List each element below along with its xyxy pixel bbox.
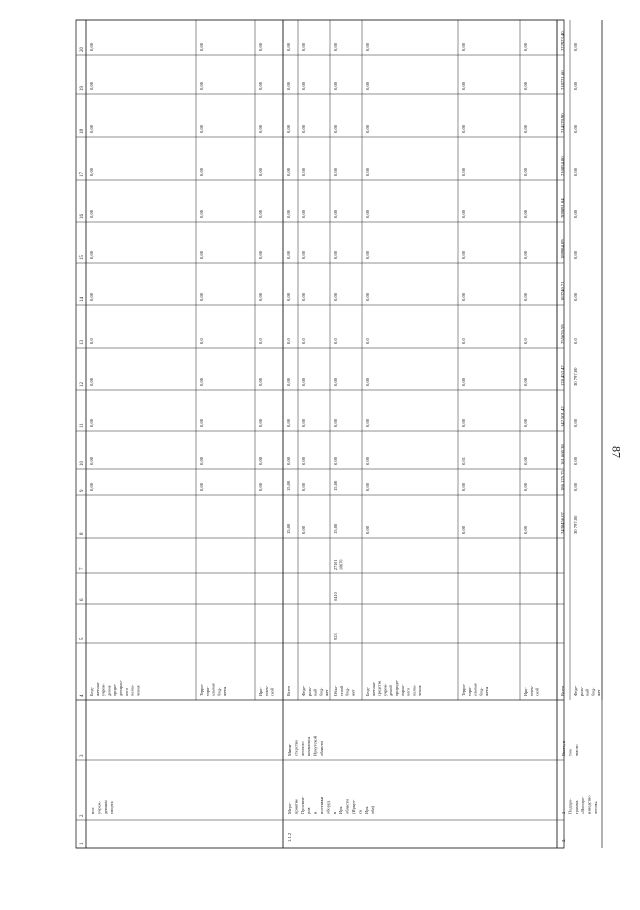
section-title: ров [306, 807, 312, 814]
column-number: 5 [80, 637, 85, 640]
page-number: 87 [609, 446, 624, 458]
amount-cell: 0,00 [286, 81, 291, 90]
funding-source: альные [210, 683, 216, 696]
section-title: изводство [586, 795, 592, 814]
amount-cell: 214179,90 [560, 113, 565, 133]
funding-source: дения [106, 685, 112, 696]
amount-cell: 0,00 [333, 42, 338, 51]
amount-cell: 0,00 [286, 377, 291, 386]
amount-cell: 0,00 [301, 456, 306, 465]
funding-source: охран- [399, 684, 405, 696]
section-title: Меро- [287, 802, 292, 814]
amount-cell: 0,00 [301, 42, 306, 51]
amount-cell: 15,00 [333, 523, 338, 534]
funding-source: Феде- [301, 685, 306, 696]
amount-cell: 0,00 [573, 418, 578, 427]
section-executor: Иркутской [312, 735, 318, 756]
amount-cell: 0,00 [573, 250, 578, 259]
amount-cell: 0,0 [286, 338, 291, 344]
amount-cell: 0,0 [333, 338, 338, 344]
amount-cell: 0,00 [333, 81, 338, 90]
amount-cell: 0,00 [523, 418, 528, 427]
amount-cell: 0,00 [461, 418, 466, 427]
kbk-code-5: 923 [333, 633, 338, 640]
funding-source: ный [312, 688, 318, 696]
amount-cell: 0,00 [199, 377, 204, 386]
amount-cell: 0,0 [89, 338, 94, 344]
amount-cell: 0,00 [461, 250, 466, 259]
amount-cell: 0,00 [333, 292, 338, 301]
section-title: «Воспро- [580, 796, 586, 814]
amount-cell: 0,00 [199, 124, 204, 133]
amount-cell: 0,00 [461, 377, 466, 386]
funding-source: жет [324, 689, 330, 696]
section-executor: числе: [573, 744, 579, 756]
amount-cell: 0,00 [333, 167, 338, 176]
funding-source: бюд- [478, 687, 484, 696]
amount-cell: 0,00 [365, 124, 370, 133]
amount-cell: 0,0 [258, 338, 263, 344]
amount-cell: 0,00 [523, 292, 528, 301]
amount-cell: 0,00 [573, 167, 578, 176]
amount-cell: 0,00 [301, 418, 306, 427]
section-title: и [312, 811, 318, 814]
amount-cell: 0,00 [365, 418, 370, 427]
amount-cell: 210854,80 [560, 156, 565, 176]
funding-source: стной [338, 685, 344, 696]
amount-cell: 0,00 [301, 292, 306, 301]
amount-cell: 186 125,75 [560, 470, 565, 491]
amount-cell: 0,00 [333, 124, 338, 133]
funding-source: Терри- [461, 683, 466, 696]
section-title: лесов» [593, 801, 598, 814]
amount-cell: 0,00 [365, 482, 370, 491]
section-title: Проекти- [299, 796, 305, 814]
funding-source: ючек- [528, 685, 534, 696]
amount-cell: 0,00 [523, 456, 528, 465]
amount-cell: 0,00 [89, 482, 94, 491]
column-number: 17 [80, 172, 85, 177]
funding-source: альные [472, 683, 478, 696]
amount-cell: 0,00 [573, 124, 578, 133]
amount-cell: 0,00 [573, 456, 578, 465]
amount-cell: 183740,71 [560, 281, 565, 301]
amount-cell: 0,00 [301, 250, 306, 259]
amount-cell: 0,00 [89, 124, 94, 133]
section-executor: Мини- [287, 743, 292, 756]
amount-cell: 0,00 [333, 456, 338, 465]
section-executor: лесного [299, 741, 305, 756]
section-title: грамма [573, 800, 579, 814]
amount-cell: 0,00 [573, 482, 578, 491]
section-number: 2. [561, 838, 566, 842]
amount-cell: 189984,09 [560, 239, 565, 259]
funding-source: бюд- [344, 687, 350, 696]
amount-cell: 0,00 [89, 167, 94, 176]
funding-source: тори- [204, 686, 210, 696]
funding-source: жеты [222, 686, 228, 696]
kbk-code-7: 10670 [338, 559, 344, 570]
section-title: ное [90, 807, 95, 814]
section-title: (Иркут- [351, 799, 356, 814]
funding-source: бюд- [318, 687, 324, 696]
funding-source: бюд- [590, 687, 596, 696]
column-number: 19 [80, 86, 85, 91]
funding-source: Ири- [523, 687, 528, 696]
section-title: поставки [319, 796, 324, 814]
section-title: области [344, 799, 350, 814]
column-number: 4 [80, 694, 85, 697]
section-executor: том [567, 749, 573, 756]
amount-cell: 0,00 [301, 81, 306, 90]
amount-cell: 0,00 [523, 250, 528, 259]
amount-cell: 0,00 [199, 42, 204, 51]
amount-cell: 0,00 [199, 418, 204, 427]
amount-cell: 0,00 [258, 377, 263, 386]
amount-cell: 0,00 [365, 250, 370, 259]
amount-cell: 0,00 [461, 292, 466, 301]
amount-cell: 0,0 [301, 338, 306, 344]
amount-cell: 0,00 [365, 167, 370, 176]
amount-cell: 161 660,38 [560, 444, 565, 465]
amount-cell: 209891,84 [560, 198, 565, 218]
amount-cell: 30 797,00 [573, 515, 578, 534]
amount-cell: 0,00 [286, 250, 291, 259]
funding-source: жетные [94, 682, 100, 696]
amount-cell: 0,00 [301, 209, 306, 218]
amount-cell: 0,00 [199, 292, 204, 301]
funding-source: жет [596, 689, 602, 696]
amount-cell: 0,00 [301, 377, 306, 386]
amount-cell: 218721,60 [560, 70, 565, 90]
funding-source: Феде- [573, 685, 578, 696]
column-number: 2 [80, 814, 85, 817]
column-number: 16 [80, 214, 85, 219]
section-title: ск [357, 809, 363, 814]
section-title: спорта [109, 801, 115, 814]
amount-cell: 2438456,07 [560, 512, 565, 534]
amount-cell: 0,00 [461, 525, 466, 534]
amount-cell: 0,00 [199, 456, 204, 465]
amount-cell: 0,00 [286, 124, 291, 133]
amount-cell: 0,00 [523, 124, 528, 133]
funding-source: жет [350, 689, 356, 696]
column-number: 7 [80, 567, 85, 570]
amount-cell: 0,00 [258, 456, 263, 465]
amount-cell: 0,00 [258, 418, 263, 427]
funding-source: жеты [484, 686, 490, 696]
amount-cell: 0,00 [89, 250, 94, 259]
amount-cell: 0,00 [461, 209, 466, 218]
amount-cell: 0,00 [523, 525, 528, 534]
amount-cell: 0,0 [523, 338, 528, 344]
amount-cell: 0,00 [199, 81, 204, 90]
amount-cell: 0,00 [301, 525, 306, 534]
amount-cell: 0,00 [89, 377, 94, 386]
amount-cell: 0,00 [461, 42, 466, 51]
amount-cell: 0,00 [89, 42, 94, 51]
amount-cell: 0,00 [573, 209, 578, 218]
funding-source: Ири- [258, 687, 263, 696]
funding-source: чения [417, 685, 423, 696]
amount-cell: 0,0 [573, 338, 578, 344]
column-number: 15 [80, 255, 85, 260]
amount-cell: 0,00 [523, 209, 528, 218]
amount-cell: 0,00 [333, 250, 338, 259]
section-title: 2 [561, 811, 566, 814]
funding-source: раль- [578, 686, 584, 696]
amount-cell: 0,00 [301, 124, 306, 133]
amount-cell: 0,00 [523, 167, 528, 176]
amount-cell: 0,00 [89, 418, 94, 427]
amount-cell: 0,00 [333, 209, 338, 218]
amount-cell: 0,00 [89, 209, 94, 218]
column-number: 1 [80, 842, 85, 845]
column-number: 14 [80, 297, 85, 302]
amount-cell: 0,00 [286, 418, 291, 427]
amount-cell: 0,00 [199, 250, 204, 259]
amount-cell: 0,00 [365, 377, 370, 386]
amount-cell: 0,00 [286, 42, 291, 51]
funding-source: Всего [560, 685, 565, 696]
amount-cell: 0,00 [461, 81, 466, 90]
amount-cell: 0,0 [365, 338, 370, 344]
funding-source: раль- [306, 686, 312, 696]
section-executor: области [319, 741, 324, 756]
amount-cell: 0,00 [461, 124, 466, 133]
funding-source: жетные [370, 682, 376, 696]
amount-cell: 0,00 [286, 292, 291, 301]
amount-cell: 255676,59 [560, 324, 565, 344]
section-executor: Всего, в [561, 740, 566, 756]
funding-source: Терри- [199, 683, 204, 696]
amount-cell: 0,00 [365, 42, 370, 51]
amount-cell: 0,00 [258, 209, 263, 218]
amount-cell: 0,00 [258, 292, 263, 301]
column-number: 12 [80, 382, 85, 387]
funding-source: учреж- [100, 683, 106, 696]
amount-cell: 0,00 [523, 377, 528, 386]
column-number: 18 [80, 129, 85, 134]
amount-cell: 0,00 [301, 482, 306, 491]
column-number: 20 [80, 47, 85, 52]
amount-cell: 0,00 [365, 525, 370, 534]
kbk-code-6: 0410 [333, 592, 338, 601]
column-number: 8 [80, 532, 85, 535]
amount-cell: 178 453,47 [560, 365, 565, 386]
funding-source: доохран- [118, 680, 123, 696]
amount-cell: 0,00 [258, 124, 263, 133]
amount-cell: 0,00 [89, 81, 94, 90]
amount-cell: 0,00 [258, 81, 263, 90]
funding-source: учреж- [382, 683, 388, 696]
amount-cell: 0,00 [573, 42, 578, 51]
kbk-code-7: 27101 [333, 559, 338, 570]
section-number: 1.1.2 [287, 832, 292, 842]
funding-source: Обла- [333, 685, 338, 696]
amount-cell: 0,00 [258, 42, 263, 51]
amount-cell: 0,00 [333, 377, 338, 386]
funding-source: ской [534, 687, 540, 696]
section-title: Ирк [338, 806, 344, 814]
amount-cell: 0,00 [523, 81, 528, 90]
amount-cell: 0,00 [461, 167, 466, 176]
funding-source: назна- [411, 684, 417, 696]
section-title: учреж- [96, 800, 102, 814]
amount-cell: 0,00 [365, 81, 370, 90]
funding-source: приро- [112, 683, 118, 696]
amount-cell: 15,00 [286, 523, 291, 534]
funding-source: Бюд- [365, 687, 370, 696]
funding-source: средства [376, 680, 382, 696]
amount-cell: 0,00 [523, 42, 528, 51]
amount-cell: 0,00 [286, 209, 291, 218]
amount-cell: 142 501,42 [560, 406, 565, 427]
amount-cell: 0,00 [333, 418, 338, 427]
amount-cell: 222923,40 [560, 31, 565, 51]
amount-cell: 0,00 [258, 482, 263, 491]
amount-cell: 0,00 [523, 482, 528, 491]
amount-cell: 0,0 [461, 338, 466, 344]
funding-source: ской [269, 687, 275, 696]
funding-source: ный [584, 688, 590, 696]
funding-source: дений [388, 685, 394, 696]
funding-source: Всего [286, 685, 291, 696]
column-number: 3 [80, 754, 85, 757]
table-frame [76, 20, 564, 848]
section-title: дениям [102, 800, 108, 814]
amount-cell: 0,00 [258, 250, 263, 259]
section-title: Подпро- [567, 798, 573, 814]
section-title: Ирк [363, 806, 369, 814]
funding-source: назна- [129, 684, 135, 696]
amount-cell: 0,00 [573, 81, 578, 90]
amount-cell: 0,00 [199, 167, 204, 176]
funding-source: чения [135, 685, 141, 696]
section-title: в [331, 811, 337, 814]
amount-cell: 15,00 [333, 480, 338, 491]
amount-cell: 0,00 [286, 167, 291, 176]
amount-cell: 0,0 [199, 338, 204, 344]
funding-source: Бюд- [89, 687, 94, 696]
amount-cell: 0,00 [461, 482, 466, 491]
column-number: 13 [80, 340, 85, 345]
funding-source: ного [123, 687, 129, 696]
amount-cell: 0,00 [199, 482, 204, 491]
amount-cell: 0,00 [301, 167, 306, 176]
column-number: 9 [80, 489, 85, 492]
amount-cell: 0,00 [286, 456, 291, 465]
section-executor: стерство [293, 739, 299, 756]
amount-cell: 15,00 [286, 480, 291, 491]
funding-source: ного [405, 687, 411, 696]
amount-cell: 0,00 [365, 456, 370, 465]
amount-cell: 30 797,00 [573, 367, 578, 386]
section-title: обл) [370, 806, 376, 814]
section-executor: комплекса [306, 736, 312, 756]
amount-cell: 0,00 [573, 292, 578, 301]
amount-cell: 0,00 [89, 456, 94, 465]
funding-source: ючек- [263, 685, 269, 696]
amount-cell: 0,00 [199, 209, 204, 218]
amount-cell: 0,00 [89, 292, 94, 301]
funding-source: бюд- [216, 687, 222, 696]
column-number: 11 [80, 423, 85, 428]
amount-cell: 0,00 [365, 209, 370, 218]
section-title: приятие [293, 798, 299, 814]
column-number: 6 [80, 598, 85, 601]
amount-cell: 0,00 [365, 292, 370, 301]
column-number: 10 [80, 461, 85, 466]
amount-cell: 0,00 [258, 167, 263, 176]
amount-cell: 0,01 [461, 456, 466, 465]
section-title: оборуд [325, 801, 331, 814]
funding-source: тори- [466, 686, 472, 696]
funding-source: природо- [394, 679, 399, 696]
